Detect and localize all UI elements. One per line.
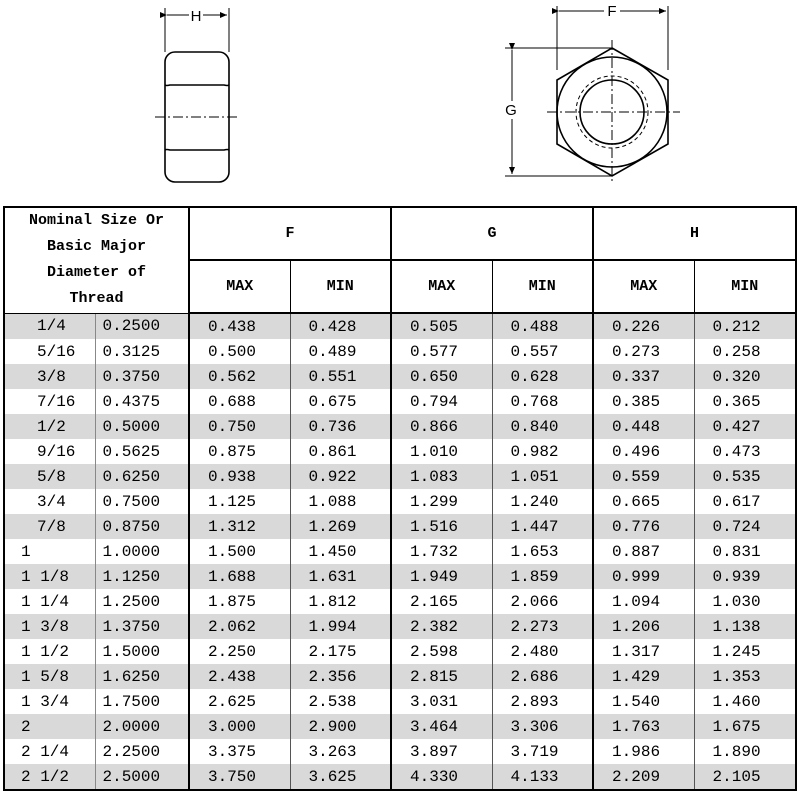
table-row (4, 489, 796, 514)
nominal-header-line: Nominal Size Or (28, 212, 165, 230)
g-min-cell: 2.066 (492, 589, 593, 614)
nominal-decimal-cell: 0.5000 (95, 414, 189, 439)
h-min-cell: 0.258 (694, 339, 796, 364)
nominal-header-line: Diameter of (46, 264, 147, 282)
f-max-cell: 0.938 (189, 464, 290, 489)
h-max-cell: 1.540 (593, 689, 694, 714)
nominal-decimal-cell: 0.4375 (95, 389, 189, 414)
f-min-cell: 0.489 (290, 339, 391, 364)
f-min-cell: 2.900 (290, 714, 391, 739)
nominal-fraction-cell: 2 1/2 (4, 764, 95, 790)
f-max-cell: 0.438 (189, 313, 290, 339)
hex-nut-dimension-table (3, 206, 797, 791)
f-min-cell: 0.428 (290, 313, 391, 339)
g-max-cell: 2.165 (391, 589, 492, 614)
h-max-cell: 0.496 (593, 439, 694, 464)
nominal-fraction-cell: 5/16 (4, 339, 95, 364)
h-max-cell: 0.448 (593, 414, 694, 439)
g-max-cell: 1.010 (391, 439, 492, 464)
h-min-cell: 0.724 (694, 514, 796, 539)
h-max-cell: 0.337 (593, 364, 694, 389)
nominal-decimal-cell: 0.5625 (95, 439, 189, 464)
dim-label-g: G (505, 102, 517, 119)
f-max-cell: 2.625 (189, 689, 290, 714)
g-max-cell: 3.897 (391, 739, 492, 764)
nominal-fraction-cell: 1/4 (4, 313, 95, 339)
f-max-cell: 1.125 (189, 489, 290, 514)
table-row (4, 414, 796, 439)
f-min-cell: 1.088 (290, 489, 391, 514)
g-min-cell: 0.628 (492, 364, 593, 389)
g-max-cell: 2.598 (391, 639, 492, 664)
f-max-cell: 2.438 (189, 664, 290, 689)
f-max-cell: 0.875 (189, 439, 290, 464)
hex-nut-drawing (0, 0, 800, 205)
nominal-decimal-cell: 1.2500 (95, 589, 189, 614)
nominal-fraction-cell: 1 1/2 (4, 639, 95, 664)
h-max-cell: 1.317 (593, 639, 694, 664)
g-max-cell: 4.330 (391, 764, 492, 790)
table-row (4, 714, 796, 739)
f-min-cell: 3.263 (290, 739, 391, 764)
table-row (4, 313, 796, 339)
f-min-cell: 2.356 (290, 664, 391, 689)
g-max-cell: 0.577 (391, 339, 492, 364)
g-max-cell: 0.505 (391, 313, 492, 339)
h-min-cell: 0.427 (694, 414, 796, 439)
h-max-cell: 0.559 (593, 464, 694, 489)
g-max-cell: 1.083 (391, 464, 492, 489)
table-row (4, 764, 796, 790)
h-max-cell: 1.206 (593, 614, 694, 639)
h-min-cell: 1.890 (694, 739, 796, 764)
g-max-cell: 3.031 (391, 689, 492, 714)
nut-side-view (155, 8, 240, 182)
table-row (4, 739, 796, 764)
h-min-cell: 0.939 (694, 564, 796, 589)
g-max-cell: 0.866 (391, 414, 492, 439)
nominal-fraction-cell: 1 (4, 539, 95, 564)
f-max-cell: 1.312 (189, 514, 290, 539)
g-min-cell: 2.480 (492, 639, 593, 664)
g-min-cell: 4.133 (492, 764, 593, 790)
h-min-cell: 0.473 (694, 439, 796, 464)
f-min-cell: 0.551 (290, 364, 391, 389)
h-min-cell: 1.460 (694, 689, 796, 714)
nominal-fraction-cell: 5/8 (4, 464, 95, 489)
h-max-cell: 0.665 (593, 489, 694, 514)
g-max-cell: 0.650 (391, 364, 492, 389)
h-min-cell: 0.617 (694, 489, 796, 514)
f-max-cell: 2.062 (189, 614, 290, 639)
nominal-decimal-cell: 2.5000 (95, 764, 189, 790)
h-min-cell: 0.365 (694, 389, 796, 414)
h-max-cell: 1.986 (593, 739, 694, 764)
f-min-cell: 1.631 (290, 564, 391, 589)
nominal-fraction-cell: 1 1/4 (4, 589, 95, 614)
f-min-cell: 1.269 (290, 514, 391, 539)
g-max-cell: 2.382 (391, 614, 492, 639)
h-min-cell: 1.138 (694, 614, 796, 639)
f-max-cell: 1.875 (189, 589, 290, 614)
g-max-cell: 1.732 (391, 539, 492, 564)
nominal-decimal-cell: 1.7500 (95, 689, 189, 714)
g-min-cell: 0.768 (492, 389, 593, 414)
h-max-cell: 1.429 (593, 664, 694, 689)
nominal-fraction-cell: 1 3/8 (4, 614, 95, 639)
h-min-cell: 0.320 (694, 364, 796, 389)
nominal-decimal-cell: 1.3750 (95, 614, 189, 639)
f-max-cell: 0.750 (189, 414, 290, 439)
g-min-cell: 2.686 (492, 664, 593, 689)
g-min-cell: 1.859 (492, 564, 593, 589)
nominal-fraction-cell: 7/8 (4, 514, 95, 539)
f-min-cell: 1.812 (290, 589, 391, 614)
nominal-decimal-cell: 0.8750 (95, 514, 189, 539)
table-body (4, 313, 796, 790)
f-max-cell: 0.500 (189, 339, 290, 364)
sub-header-f-max: MAX (189, 260, 290, 313)
nominal-decimal-cell: 1.1250 (95, 564, 189, 589)
f-max-cell: 3.000 (189, 714, 290, 739)
h-min-cell: 0.831 (694, 539, 796, 564)
sub-header-h-min: MIN (694, 260, 796, 313)
g-max-cell: 1.516 (391, 514, 492, 539)
nominal-size-header (4, 207, 189, 313)
f-max-cell: 1.688 (189, 564, 290, 589)
table-row (4, 564, 796, 589)
nominal-fraction-cell: 3/4 (4, 489, 95, 514)
f-max-cell: 3.750 (189, 764, 290, 790)
f-min-cell: 1.994 (290, 614, 391, 639)
h-max-cell: 0.999 (593, 564, 694, 589)
group-header-h: H (593, 207, 796, 260)
nominal-header-line: Thread (69, 290, 124, 308)
nominal-fraction-cell: 9/16 (4, 439, 95, 464)
g-min-cell: 1.653 (492, 539, 593, 564)
nominal-fraction-cell: 1 1/8 (4, 564, 95, 589)
nominal-fraction-cell: 2 1/4 (4, 739, 95, 764)
table-row (4, 664, 796, 689)
g-min-cell: 0.840 (492, 414, 593, 439)
f-max-cell: 3.375 (189, 739, 290, 764)
f-min-cell: 0.922 (290, 464, 391, 489)
table-row (4, 389, 796, 414)
f-max-cell: 0.688 (189, 389, 290, 414)
table-row (4, 364, 796, 389)
h-min-cell: 1.245 (694, 639, 796, 664)
group-header-f: F (189, 207, 391, 260)
h-max-cell: 1.094 (593, 589, 694, 614)
group-header-g: G (391, 207, 593, 260)
dim-label-f: F (607, 3, 617, 20)
table-row (4, 689, 796, 714)
f-min-cell: 0.736 (290, 414, 391, 439)
g-max-cell: 1.299 (391, 489, 492, 514)
g-max-cell: 1.949 (391, 564, 492, 589)
nominal-fraction-cell: 2 (4, 714, 95, 739)
h-min-cell: 0.212 (694, 313, 796, 339)
f-max-cell: 1.500 (189, 539, 290, 564)
table-row (4, 614, 796, 639)
nominal-fraction-cell: 1/2 (4, 414, 95, 439)
h-max-cell: 1.763 (593, 714, 694, 739)
table-row (4, 464, 796, 489)
nominal-decimal-cell: 0.2500 (95, 313, 189, 339)
nominal-header-line: Basic Major (46, 238, 147, 256)
nominal-decimal-cell: 0.3750 (95, 364, 189, 389)
f-max-cell: 0.562 (189, 364, 290, 389)
nominal-fraction-cell: 1 3/4 (4, 689, 95, 714)
g-max-cell: 2.815 (391, 664, 492, 689)
g-max-cell: 0.794 (391, 389, 492, 414)
f-min-cell: 2.175 (290, 639, 391, 664)
g-min-cell: 3.719 (492, 739, 593, 764)
table-row (4, 514, 796, 539)
h-max-cell: 0.385 (593, 389, 694, 414)
nominal-fraction-cell: 3/8 (4, 364, 95, 389)
nominal-decimal-cell: 0.3125 (95, 339, 189, 364)
table-row (4, 639, 796, 664)
h-max-cell: 0.273 (593, 339, 694, 364)
g-min-cell: 2.273 (492, 614, 593, 639)
nominal-decimal-cell: 1.5000 (95, 639, 189, 664)
g-min-cell: 1.051 (492, 464, 593, 489)
g-min-cell: 3.306 (492, 714, 593, 739)
f-min-cell: 3.625 (290, 764, 391, 790)
g-min-cell: 0.488 (492, 313, 593, 339)
h-min-cell: 0.535 (694, 464, 796, 489)
nominal-decimal-cell: 1.0000 (95, 539, 189, 564)
nominal-decimal-cell: 2.0000 (95, 714, 189, 739)
g-min-cell: 0.982 (492, 439, 593, 464)
sub-header-g-max: MAX (391, 260, 492, 313)
table-row (4, 339, 796, 364)
nominal-fraction-cell: 1 5/8 (4, 664, 95, 689)
h-min-cell: 1.353 (694, 664, 796, 689)
dim-label-h: H (190, 8, 202, 25)
nominal-decimal-cell: 0.7500 (95, 489, 189, 514)
sub-header-g-min: MIN (492, 260, 593, 313)
h-max-cell: 0.776 (593, 514, 694, 539)
sub-header-f-min: MIN (290, 260, 391, 313)
nominal-decimal-cell: 1.6250 (95, 664, 189, 689)
table-row (4, 539, 796, 564)
table-row (4, 589, 796, 614)
h-min-cell: 1.030 (694, 589, 796, 614)
g-max-cell: 3.464 (391, 714, 492, 739)
f-min-cell: 1.450 (290, 539, 391, 564)
f-min-cell: 2.538 (290, 689, 391, 714)
nominal-decimal-cell: 2.2500 (95, 739, 189, 764)
g-min-cell: 2.893 (492, 689, 593, 714)
table-row (4, 439, 796, 464)
g-min-cell: 1.447 (492, 514, 593, 539)
f-min-cell: 0.861 (290, 439, 391, 464)
nut-top-view (505, 6, 680, 184)
h-max-cell: 0.226 (593, 313, 694, 339)
h-max-cell: 2.209 (593, 764, 694, 790)
f-min-cell: 0.675 (290, 389, 391, 414)
h-min-cell: 1.675 (694, 714, 796, 739)
h-min-cell: 2.105 (694, 764, 796, 790)
nominal-decimal-cell: 0.6250 (95, 464, 189, 489)
sub-header-h-max: MAX (593, 260, 694, 313)
h-max-cell: 0.887 (593, 539, 694, 564)
g-min-cell: 0.557 (492, 339, 593, 364)
nominal-fraction-cell: 7/16 (4, 389, 95, 414)
f-max-cell: 2.250 (189, 639, 290, 664)
g-min-cell: 1.240 (492, 489, 593, 514)
